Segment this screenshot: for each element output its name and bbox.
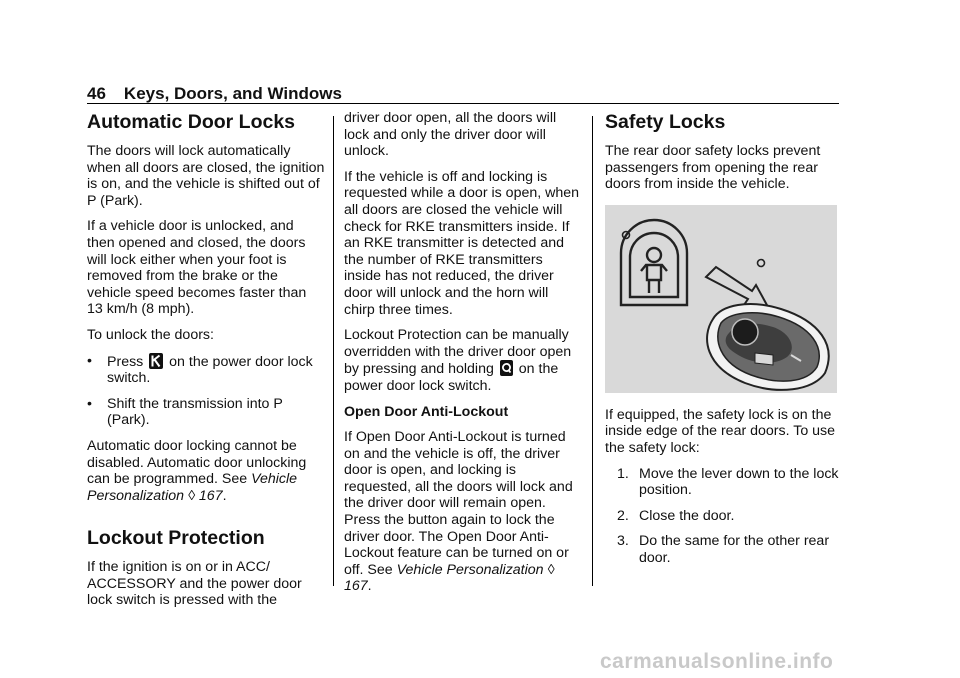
paragraph: Automatic door locking cannot be disabled. Automatic door unlocking can be programmed. See Vehicle Personalization ◊ 167. — [87, 437, 307, 504]
bullet: • — [87, 352, 92, 369]
column-3 — [605, 110, 841, 576]
watermark: carmanualsonline.info — [600, 650, 834, 673]
column-1 — [87, 110, 325, 618]
list-item: 1. Move the lever down to the lock position. — [617, 465, 839, 499]
safety-lock-illustration — [605, 205, 837, 393]
column-divider-1 — [333, 116, 334, 586]
heading-automatic-door-locks: Automatic Door Locks — [87, 111, 296, 133]
paragraph: If a vehicle door is unlocked, and then opened and closed, the doors will lock either when your foot is removed from the brake or the vehicle speed becomes faster than 13 km/h (8 mph). — [87, 218, 307, 318]
page-reference[interactable]: ◊ 167 — [344, 561, 555, 595]
link-vehicle-personalization[interactable]: Vehicle Personalization — [87, 471, 298, 504]
unlock-icon — [149, 353, 163, 369]
section-title: Keys, Doors, and Windows — [123, 84, 342, 103]
page-number: 46 — [87, 84, 106, 103]
bullet-item: • Press on the power door lock switch. — [87, 352, 313, 387]
column-2 — [344, 110, 582, 604]
heading-lockout-protection: Lockout Protection — [87, 527, 265, 550]
page-header — [87, 84, 342, 104]
link-vehicle-personalization[interactable]: Vehicle Personalization — [396, 561, 544, 578]
list-item: 2. Close the door. — [617, 507, 735, 524]
heading-safety-locks: Safety Locks — [605, 111, 726, 133]
lock-icon — [500, 360, 513, 376]
page-reference[interactable]: ◊ 167 — [187, 487, 223, 504]
step-number: 3. — [617, 533, 629, 550]
paragraph: If Open Door Anti-Lockout is turned on and the vehicle is off, the driver door is open, and locking is requested, all the doors will lock and the driver door will remain open. Press the button again to lock the driver door. The Open Door Anti-Lockout feature can be turned on or off. See Vehicle Personalization ◊ 167. — [344, 429, 573, 595]
paragraph: The doors will lock automatically when all doors are closed, the ignition is on, and the vehicle is shifted out of P (Park). — [87, 143, 325, 209]
paragraph: To unlock the doors: — [87, 326, 214, 343]
header-rule — [87, 103, 839, 104]
subheading-open-door-anti-lockout: Open Door Anti-Lockout — [344, 403, 509, 420]
paragraph: driver door open, all the doors will lock and only the driver door will unlock. — [344, 110, 557, 160]
paragraph: The rear door safety locks prevent passengers from opening the rear doors from inside the vehicle. — [605, 143, 821, 193]
bullet: • — [87, 395, 92, 412]
paragraph: If equipped, the safety lock is on the inside edge of the rear doors. To use the safety lock: — [605, 406, 836, 456]
bullet-item: • Shift the transmission into P (Park). — [87, 395, 283, 429]
list-item: 3. Do the same for the other rear door. — [617, 533, 830, 566]
step-number: 1. — [617, 465, 629, 482]
column-divider-2 — [592, 116, 593, 586]
paragraph: If the vehicle is off and locking is requested while a door is open, when all doors are closed the vehicle will check for RKE transmitters inside. If an RKE transmitter is detected and the number of RKE transmitters inside has not reduced, the driver door will unlock and the horn will chirp three times. — [344, 168, 580, 318]
step-number: 2. — [617, 507, 629, 524]
paragraph: Lockout Protection can be manually overridden with the driver door open by pressing and holding on the power door lock switch. — [344, 327, 572, 394]
paragraph: If the ignition is on or in ACC/ ACCESSORY and the power door lock switch is pressed with the — [87, 559, 302, 609]
